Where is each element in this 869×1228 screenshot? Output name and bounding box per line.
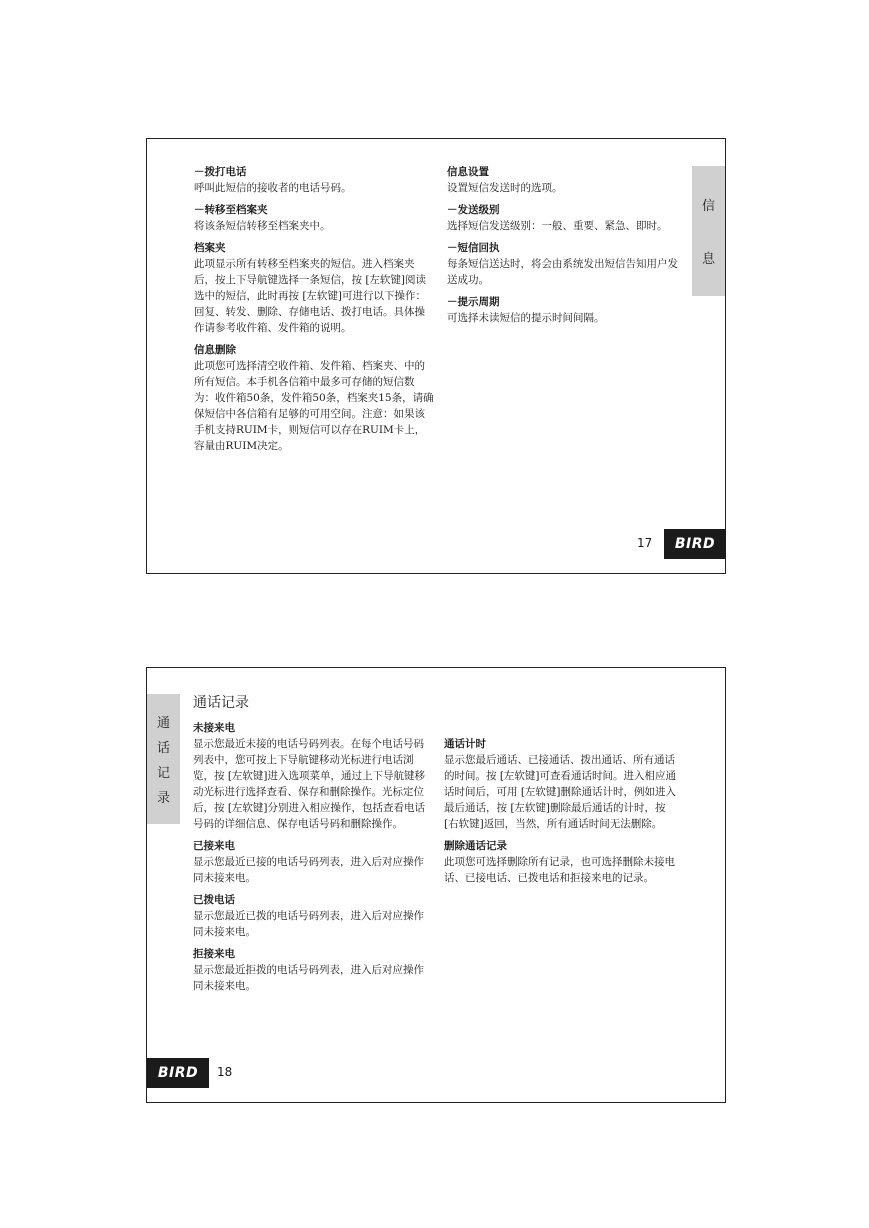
section-text: 设置短信发送时的选项。 bbox=[447, 182, 563, 194]
section-heading: 信息删除 bbox=[194, 344, 236, 356]
section-text: 显示您最后通话、已接通话、拨出通话、所有通话的时间。按 [左软键]可查看通话时间。进入相应通话时间后，可用 [左软键]删除通话计时，例如进入最后通话，按 [左软键]删除最后通话的计时，按 [右软键]返回，当然，所有通话时间无法删除。 bbox=[444, 754, 677, 830]
section-heading: 已拨电话 bbox=[193, 894, 235, 906]
section-text: 此项您可选择清空收件箱、发件箱、档案夹、中的所有短信。本手机各信箱中最多可存储的短信数为：收件箱50条，发件箱50条，档案夹15条，请确保短信中各信箱有足够的可用空间。注意：如果该手机支持RUIM卡，则短信可以存在RUIM卡上，容量由RUIM决定。 bbox=[194, 360, 434, 452]
page18-right-column bbox=[444, 736, 682, 886]
section-title: 通话记录 bbox=[193, 695, 249, 711]
section-heading: －提示周期 bbox=[447, 296, 500, 308]
section-heading: 未接来电 bbox=[193, 722, 235, 734]
section-heading: －短信回执 bbox=[447, 242, 500, 254]
tab-char: 录 bbox=[156, 791, 170, 806]
section-heading: 删除通话记录 bbox=[444, 840, 507, 852]
tab-char: 通 bbox=[156, 716, 170, 731]
section-text: 显示您最近拒拨的电话号码列表，进入后对应操作同未接来电。 bbox=[193, 964, 424, 992]
section-heading: 档案夹 bbox=[194, 242, 226, 254]
page-number: 18 bbox=[217, 1065, 233, 1079]
section-text: 显示您最近已拨的电话号码列表，进入后对应操作同未接来电。 bbox=[193, 910, 424, 938]
section-heading: 拒接来电 bbox=[193, 948, 235, 960]
section-text: 呼叫此短信的接收者的电话号码。 bbox=[194, 182, 352, 194]
section-text: 此项显示所有转移至档案夹的短信。进入档案夹后，按上下导航键选择一条短信，按 [左软键]阅读选中的短信，此时再按 [左软键]可进行以下操作：回复、转发、删除、存储电话、拨打电话。具体操作请参考收件箱、发件箱的说明。 bbox=[194, 258, 427, 334]
page17-left-column bbox=[194, 164, 434, 454]
section-heading: －拨打电话 bbox=[194, 166, 247, 178]
section-text: 可选择未读短信的提示时间间隔。 bbox=[447, 312, 605, 324]
tab-char: 记 bbox=[156, 766, 170, 781]
section-text: 显示您最近未接的电话号码列表。在每个电话号码列表中，您可按上下导航键移动光标进行电话浏览，按 [左软键]进入选项菜单，通过上下导航键移动光标进行选择查看、保存和删除操作。光标定位后，按 [左软键]分别进入相应操作，包括查看电话号码的详细信息、保存电话号码和删除操作。 bbox=[193, 738, 426, 830]
section-text: 选择短信发送级别：一般、重要、紧急、即时。 bbox=[447, 220, 668, 232]
section-heading: 信息设置 bbox=[447, 166, 489, 178]
bird-logo: BIRD bbox=[147, 1058, 209, 1088]
section-tab-messages bbox=[692, 166, 725, 296]
page-number: 17 bbox=[637, 536, 653, 550]
page17-right-column bbox=[447, 164, 687, 326]
section-tab-call-log bbox=[147, 694, 180, 824]
page18-left-column bbox=[193, 720, 431, 994]
manual-page-17 bbox=[146, 138, 726, 574]
section-heading: －发送级别 bbox=[447, 204, 500, 216]
tab-char: 话 bbox=[156, 741, 170, 756]
bird-logo: BIRD bbox=[664, 529, 726, 559]
section-heading: －转移至档案夹 bbox=[194, 204, 268, 216]
section-text: 将该条短信转移至档案夹中。 bbox=[194, 220, 331, 232]
section-text: 每条短信送达时，将会由系统发出短信告知用户发送成功。 bbox=[447, 258, 678, 286]
tab-char: 信 bbox=[701, 199, 715, 214]
manual-page-18 bbox=[146, 667, 726, 1103]
section-heading: 已接来电 bbox=[193, 840, 235, 852]
section-heading: 通话计时 bbox=[444, 738, 486, 750]
section-text: 此项您可选择删除所有记录，也可选择删除未接电话、已接电话、已拨电话和拒接来电的记录。 bbox=[444, 856, 675, 884]
tab-char: 息 bbox=[701, 252, 715, 267]
section-text: 显示您最近已接的电话号码列表，进入后对应操作同未接来电。 bbox=[193, 856, 424, 884]
